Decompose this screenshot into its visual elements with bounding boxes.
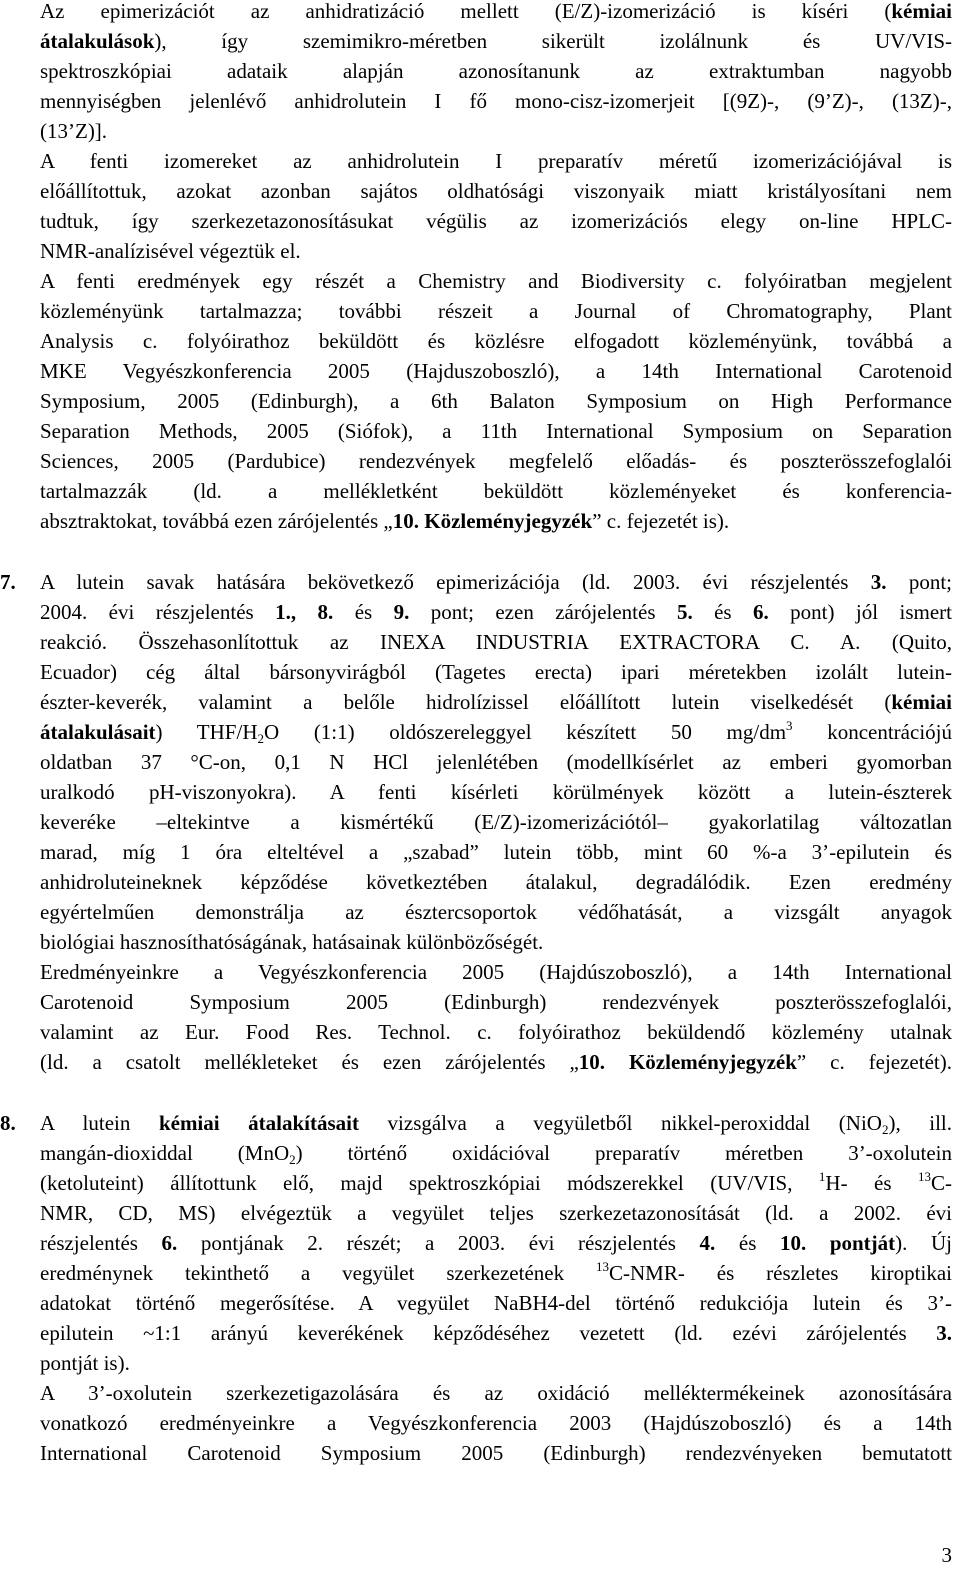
- text-span: C-NMR- és részletes kiroptikai: [609, 1261, 952, 1285]
- text-line: Separation Methods, 2005 (Siófok), a 11th International Symposium on Separation: [40, 419, 952, 443]
- section-number: 8.: [0, 1111, 16, 1135]
- text-span: absztraktokat, továbbá ezen zárójelentés „: [40, 509, 393, 533]
- text-line: [40, 597, 952, 627]
- text-line: valamint az Eur. Food Res. Technol. c. folyóirathoz beküldendő közlemény utalnak: [40, 1020, 952, 1044]
- text-line: Symposium, 2005 (Edinburgh), a 6th Balaton Symposium on High Performance: [40, 389, 952, 413]
- text-span: 2004. évi részjelentés: [40, 600, 276, 624]
- text-span: vizsgálva a vegyületből nikkel-peroxiddal (NiO: [358, 1111, 882, 1135]
- text-span: és: [715, 1231, 780, 1255]
- superscript: 3: [786, 718, 793, 733]
- text-line: (13’Z)].: [40, 119, 108, 143]
- text-line: Eredményeinkre a Vegyészkonferencia 2005 (Hajdúszoboszló), a 14th International: [40, 960, 952, 984]
- text-line: mennyiségben jelenlévő anhidrolutein I fő mono-cisz-izomerjeit [(9Z)-, (9’Z)-, (13Z)-,: [40, 89, 952, 113]
- text-span: ), ill.: [888, 1111, 952, 1135]
- text-span: ), így szemimikro-méretben sikerült izolálnunk és UV/VIS-: [154, 29, 952, 53]
- subscript: 2: [257, 731, 264, 746]
- text-line: marad, míg 1 óra elteltével a „szabad” lutein több, mint 60 %-a 3’-epilutein és: [40, 840, 952, 864]
- text-span: pont;: [886, 570, 952, 594]
- text-line: A 3’-oxolutein szerkezetigazolására és az oxidáció melléktermékeinek azonosítására: [40, 1381, 952, 1405]
- text-span: és: [692, 600, 754, 624]
- text-line: [40, 717, 952, 747]
- text-line: International Carotenoid Symposium 2005 (Edinburgh) rendezvényeken bemutatott: [40, 1441, 952, 1465]
- superscript: 1: [818, 1169, 826, 1184]
- bold-term: 1., 8.: [275, 600, 334, 624]
- subscript: 2: [881, 1122, 889, 1137]
- text-line: [40, 1228, 952, 1258]
- text-line: MKE Vegyészkonferencia 2005 (Hajduszoboszló), a 14th International Carotenoid: [40, 359, 952, 383]
- text-line: A fenti eredmények egy részét a Chemistry and Biodiversity c. folyóiratban megjelent: [40, 269, 952, 293]
- text-span: ” c. fejezetét is).: [592, 509, 730, 533]
- text-line: uralkodó pH-viszonyokra). A fenti kísérleti körülmények között a lutein-észterek: [40, 780, 952, 804]
- text-span: O (1:1) oldószereleggyel készített 50 mg/dm: [263, 720, 787, 744]
- text-line: [40, 506, 952, 536]
- bold-term: 6.: [753, 600, 769, 624]
- bold-term: kémiai: [891, 0, 952, 23]
- bold-term: átalakulások: [40, 29, 155, 53]
- text-line: adatokat történő megerősítése. A vegyület NaBH4-del történő redukciója lutein és 3’-: [40, 1291, 952, 1315]
- bold-term: 10. pontját: [779, 1231, 896, 1255]
- text-line: pontját is).: [40, 1351, 130, 1375]
- text-line: Carotenoid Symposium 2005 (Edinburgh) rendezvények poszterösszefoglalói,: [40, 990, 952, 1014]
- text-line: egyértelműen demonstrálja az észtercsoportok védőhatását, a vizsgált anyagok: [40, 900, 952, 924]
- bold-term: 9.: [393, 600, 410, 624]
- text-line: tudtuk, így szerkezetazonosításukat végülis az izomerizációs elegy on-line HPLC-: [40, 209, 952, 233]
- text-span: és: [333, 600, 394, 624]
- bold-term: 10. Közleményjegyzék: [392, 509, 593, 533]
- text-span: C-: [931, 1171, 952, 1195]
- text-line: biológiai hasznosíthatóságának, hatásainak különbözőségét.: [40, 930, 544, 954]
- bold-term: 3.: [936, 1321, 952, 1345]
- text-line: spektroszkópiai adataik alapján azonosítanunk az extraktumban nagyobb: [40, 59, 952, 83]
- text-line: Sciences, 2005 (Pardubice) rendezvények megfelelő előadás- és poszterösszefoglalói: [40, 449, 952, 473]
- text-line: [40, 26, 952, 56]
- page-number: 3: [941, 1543, 952, 1567]
- superscript: 13: [596, 1259, 609, 1274]
- text-line: [40, 1258, 952, 1288]
- text-line: közleményünk tartalmazza; további részeit a Journal of Chromatography, Plant: [40, 299, 952, 323]
- text-span: ) THF/H: [155, 720, 258, 744]
- bold-term: 10. Közleményjegyzék: [578, 1050, 797, 1074]
- bold-term: 5.: [676, 600, 693, 624]
- text-line: Analysis c. folyóirathoz beküldött és közlésre elfogadott közleményünk, továbbá a: [40, 329, 952, 353]
- text-span: A lutein: [40, 1111, 159, 1135]
- bold-term: átalakulásait: [40, 720, 156, 744]
- bold-term: kémiai: [891, 690, 952, 714]
- superscript: 13: [918, 1169, 931, 1184]
- subscript: 2: [289, 1152, 296, 1167]
- text-span: (ketoluteint) állítottunk elő, majd spektroszkópiai módszerekkel (UV/VIS,: [40, 1171, 819, 1195]
- text-span: mangán-dioxiddal (MnO: [40, 1141, 290, 1165]
- text-span: epilutein ~1:1 arányú keverékének képződéséhez vezetett (ld. ezévi zárójelentés: [40, 1321, 937, 1345]
- text-span: (ld. a csatolt mellékleteket és ezen zárójelentés „: [40, 1050, 579, 1074]
- text-span: ). Új: [895, 1231, 953, 1255]
- text-span: A lutein savak hatására bekövetkező epimerizációja (ld. 2003. évi részjelentés: [40, 570, 871, 594]
- text-span: ” c. fejezetét).: [796, 1050, 952, 1074]
- text-span: pontjának 2. részét; a 2003. évi részjelentés: [177, 1231, 700, 1255]
- section-number: 7.: [0, 570, 16, 594]
- text-span: részjelentés: [40, 1231, 162, 1255]
- text-span: pont; ezen zárójelentés: [409, 600, 677, 624]
- text-span: ) történő oxidációval preparatív méretben 3’-oxolutein: [295, 1141, 952, 1165]
- bold-term: 3.: [870, 570, 887, 594]
- text-span: H- és: [825, 1171, 918, 1195]
- text-line: Ecuador) cég által bársonyvirágból (Tagetes erecta) ipari méretekben izolált lutein-: [40, 660, 952, 684]
- text-span: észter-keverék, valamint a belőle hidrolízissel előállított lutein viselkedését (: [40, 690, 892, 714]
- bold-term: 4.: [699, 1231, 716, 1255]
- text-span: pont) jól ismert: [768, 600, 952, 624]
- text-line: tartalmazzák (ld. a mellékletként beküldött közleményeket és konferencia-: [40, 479, 952, 503]
- text-line: [40, 0, 952, 26]
- text-line: [40, 687, 952, 717]
- text-line: keveréke –eltekintve a kismértékű (E/Z)-izomerizációtól– gyakorlatilag változatlan: [40, 810, 952, 834]
- text-line: vonatkozó eredményeinkre a Vegyészkonferencia 2003 (Hajdúszoboszló) és a 14th: [40, 1411, 952, 1435]
- text-line: [40, 1138, 952, 1168]
- bold-term: kémiai átalakításait: [158, 1111, 359, 1135]
- bold-term: 6.: [161, 1231, 178, 1255]
- text-line: [40, 1108, 952, 1138]
- text-line: [40, 1168, 952, 1198]
- text-line: előállítottuk, azokat azonban sajátos oldhatósági viszonyaik miatt kristályosítani nem: [40, 179, 952, 203]
- text-line: [40, 1047, 952, 1077]
- text-span: koncentrációjú: [792, 720, 952, 744]
- text-line: oldatban 37 °C-on, 0,1 N HCl jelenlétében (modellkísérlet az emberi gyomorban: [40, 750, 952, 774]
- text-line: NMR-analízisével végeztük el.: [40, 239, 301, 263]
- text-line: [40, 567, 952, 597]
- text-span: Az epimerizációt az anhidratizáció mellett (E/Z)-izomerizáció is kíséri (: [40, 0, 892, 23]
- text-line: A fenti izomereket az anhidrolutein I preparatív méretű izomerizációjával is: [40, 149, 952, 173]
- text-line: [40, 1318, 952, 1348]
- text-line: anhidroluteineknek képződése következtében átalakul, degradálódik. Ezen eredmény: [40, 870, 952, 894]
- text-span: eredménynek tekinthető a vegyület szerkezetének: [40, 1261, 596, 1285]
- text-line: NMR, CD, MS) elvégeztük a vegyület teljes szerkezetazonosítását (ld. a 2002. évi: [40, 1201, 952, 1225]
- text-line: reakció. Összehasonlítottuk az INEXA INDUSTRIA EXTRACTORA C. A. (Quito,: [40, 630, 952, 654]
